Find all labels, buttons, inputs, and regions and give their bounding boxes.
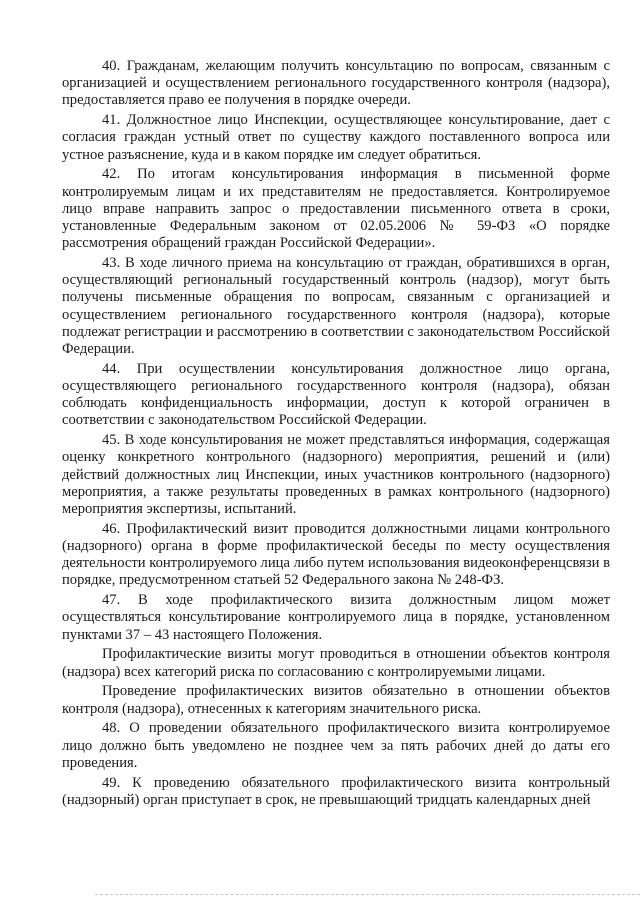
document-body [62, 58, 610, 812]
page-bottom-divider [95, 894, 640, 895]
paragraph-46: 46. Профилактический визит проводится должностными лицами контрольного (надзорного) органа в форме профилактической беседы по месту осуществления деятельности контролируемого лица либо путем использования видеоконференцсвязи в порядке, предусмотренном статьей 52 Федерального закона № 248-ФЗ. [62, 520, 610, 589]
paragraph-42: 42. По итогам консультирования информация в письменной форме контролируемым лицам и их представителям не предоставляется. Контролируемое лицо вправе направить запрос о предоставлении письменного ответа в сроки, установленные Федеральным законом от 02.05.2006 № 59-ФЗ «О порядке рассмотрения обращений граждан Российской Федерации». [62, 166, 610, 252]
paragraph-49: 49. К проведению обязательного профилактического визита контрольный (надзорный) орган приступает в срок, не превышающий тридцать календарных дней [62, 774, 610, 808]
paragraph-44: 44. При осуществлении консультирования должностное лицо органа, осуществляющего регионального государственного контроля (надзора), обязан соблюдать конфиденциальность информации, доступ к которой ограничен в соответствии с законодательством Российской Федерации. [62, 360, 610, 429]
paragraph-45: 45. В ходе консультирования не может представляться информация, содержащая оценку конкретного контрольного (надзорного) мероприятия, решений и (или) действий должностных лиц Инспекции, иных участников контрольного (надзорного) мероприятия, а также результаты проведенных в рамках контрольного (надзорного) мероприятия экспертизы, испытаний. [62, 432, 610, 518]
paragraph-47-mandatory-visits: Проведение профилактических визитов обязательно в отношении объектов контроля (надзора), отнесенных к категориям значительного риска. [62, 683, 610, 717]
paragraph-47-visits-by-agreement: Профилактические визиты могут проводиться в отношении объектов контроля (надзора) всех категорий риска по согласованию с контролируемыми лицами. [62, 646, 610, 680]
paragraph-40: 40. Гражданам, желающим получить консультацию по вопросам, связанным с организацией и осуществлением регионального государственного контроля (надзора), предоставляется право ее получения в порядке очереди. [62, 58, 610, 109]
paragraph-41: 41. Должностное лицо Инспекции, осуществляющее консультирование, дает с согласия граждан устный ответ по существу каждого поставленного вопроса или устное разъяснение, куда и в каком порядке им следует обратиться. [62, 112, 610, 163]
paragraph-48: 48. О проведении обязательного профилактического визита контролируемое лицо должно быть уведомлено не позднее чем за пять рабочих дней до даты его проведения. [62, 720, 610, 771]
paragraph-43: 43. В ходе личного приема на консультацию от граждан, обратившихся в орган, осуществляющий региональный государственный контроль (надзор), могут быть получены письменные обращения по вопросам, связанным с организацией и осуществлением регионального государственного контроля (надзора), которые подлежат регистрации и рассмотрению в соответствии с законодательством Российской Федерации. [62, 255, 610, 358]
paragraph-47: 47. В ходе профилактического визита должностным лицом может осуществляться консультирование контролируемого лица в порядке, установленном пунктами 37 – 43 настоящего Положения. [62, 592, 610, 643]
